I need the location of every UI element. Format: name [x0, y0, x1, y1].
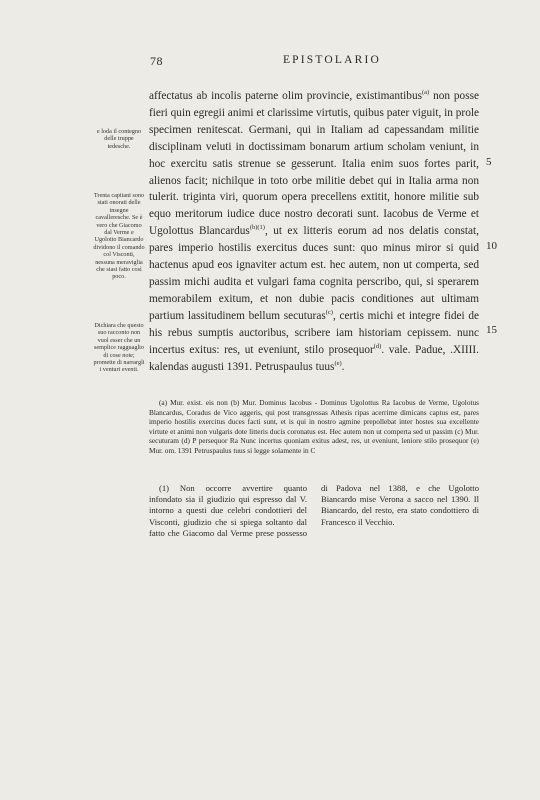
- margin-note-narrative: Dichiara che questo suo racconto non vuol esser che un semplice ragguaglio di cose note; promette di narrargli i venturi eventi.: [93, 322, 145, 374]
- note-ref-a: (a): [422, 89, 430, 97]
- footnotes: [149, 483, 479, 539]
- page-header: [148, 54, 516, 70]
- apparatus-text: (a) Mur. exist. eis non (b) Mur. Dominus Iacobus - Dominus Ugolottus Ra Iacobus de Verme, Ugolotus Blancardus, Coradus de Vico aggeris, qui post transgressas Athesis ripas acerrime dimicans captus est, pares imperio hostilis exercitus duces facti sunt, et is qui in nostro agmine prepollebat inter hostes sua excellente virtute et animi non vulgaris dote litteris ducis coronatus est. Hec autem non ut comperta sed ut passim (c) Mur. secuturam (d) P persequor Ra Nunc incertus quoniam exitus adest, res, ut eveniunt, leniore stilo prosequor (e) Mur. om. 1391 Petruspaulus tuus si legge solamente in C: [149, 398, 479, 455]
- note-ref-c: (c): [325, 309, 333, 317]
- line-number-10: 10: [486, 240, 497, 252]
- note-ref-d: (d): [373, 342, 382, 350]
- margin-note-troops: e loda il contegno delle truppe tedesche.: [96, 128, 142, 150]
- letter-paragraph: affectatus ab incolis paterne olim provincie, existimantibus$^{(a)}$ non posse fieri quin egregii animi et clarissime virtutis, quibus pater viguit, in prole specimen renitescat. Germani, qui in Italiam ad capessandam militie disciplinam veluti in doctissimam bonarum artium scholam veniunt, in hoc exercitu satis strenue se gesserunt. Italia enim suos fortes parit, alienos facit; nichilque in toto orbe militie debet qui in Italia arma non tulerit. triginta viri, quorum opera precellens extitit, honore militie sub equo meritorum iudice duce nostro decorati sunt. Iacobus de Verme et Ugolottus Blancardus$^{(b)(1)}$, ut ex litteris eorum ad nos delatis constat, pares imperio hostilis exercitus duces sunt: quo minus miror si quid hactenus apud eos ignaviter actum est. hec autem, non ut comperta, sed passim michi audita et vulgari fama cognita perscribo, qui, si sperarem memorabilem exitum, et non dubie pacis conditiones aut ultimam partium lassitudinem bellum secuturas$^{(c)}$, certis michi et integre fidei de his rebus sumptis auctoribus, scribere iam historiam cepissem. nunc incertus exitus: res, ut eveniunt, stilo prosequor$^{(d)}$. vale. Padue, .XIIII. kalendas augusti 1391. Petruspaulus tuus$^{(e)}$.: [149, 89, 479, 373]
- footnote-1: (1) Non occorre avvertire quanto infondato sia il giudizio qui espresso dal V. intorno a questi due celebri condottieri del Visconti, giudizio che si spiega soltanto dal fatto che Giacomo dal Verme prese possesso di Padova nel 1388, e che Ugolotto Biancardo mise Verona a sacco nel 1390. Il Biancardo, del resto, era stato condottiero di Francesco il Vecchio.: [149, 483, 479, 538]
- critical-apparatus: [149, 398, 479, 456]
- page-number: 78: [150, 54, 163, 68]
- line-number-15: 15: [486, 324, 497, 336]
- letter-text: [149, 88, 479, 375]
- running-title: EPISTOLARIO: [282, 54, 382, 66]
- note-ref-b: (b)(1): [249, 224, 265, 232]
- note-ref-e: (e): [334, 359, 342, 367]
- margin-note-captains: Trenta capitani sono stati onorati delle insegne cavalleresche. Se è vero che Giacomo dal Verme e Ugolotto Biancardo dividono il comando col Visconti, nessuna meraviglia che siasi fatto così poco.: [93, 192, 145, 281]
- line-number-5: 5: [486, 156, 492, 168]
